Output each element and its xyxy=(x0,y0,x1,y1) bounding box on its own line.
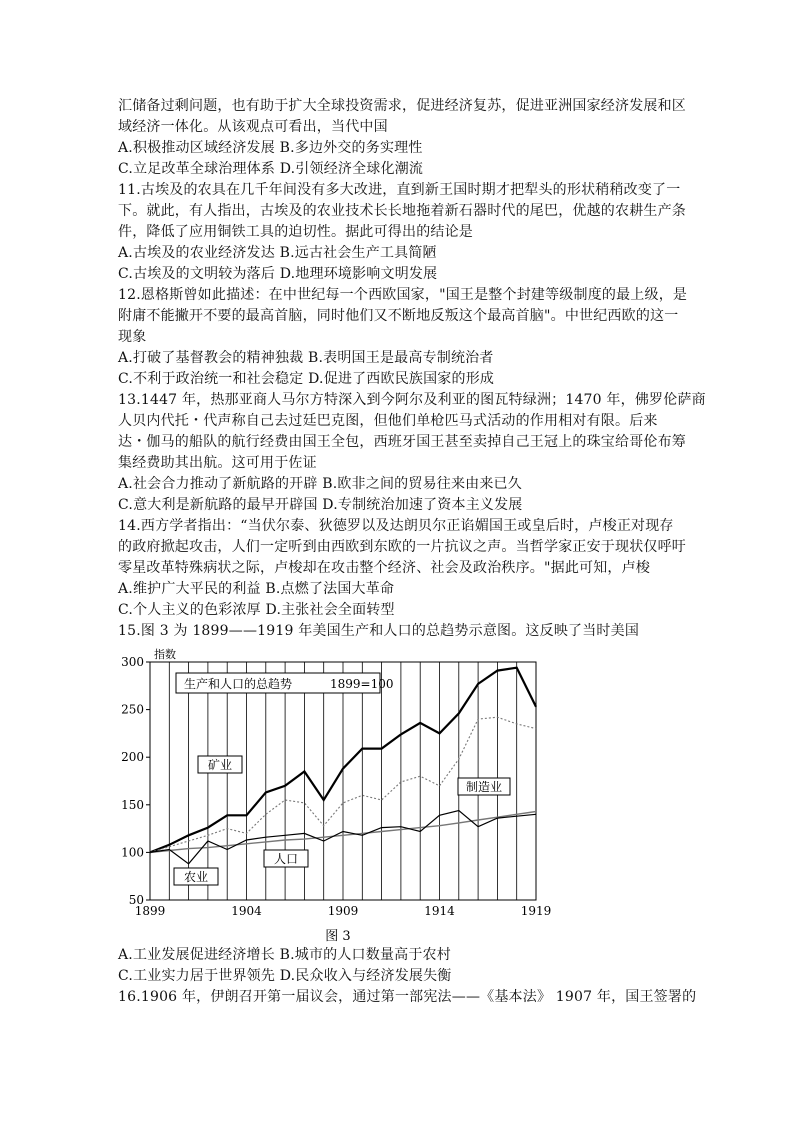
text-line: 汇储备过剩问题，也有助于扩大全球投资需求，促进经济复苏，促进亚洲国家经济发展和区 xyxy=(118,98,686,114)
series-label: 矿业 xyxy=(207,758,233,772)
chart-note: 1899=100 xyxy=(330,677,394,691)
text-line: 11.古埃及的农具在几千年间没有多大改进，直到新王国时期才把犁头的形状稍稍改变了一 xyxy=(118,182,681,198)
y-tick-label: 200 xyxy=(121,750,144,765)
text-line: A.打破了基督教会的精神独裁 B.表明国王是最高专制统治者 xyxy=(118,350,494,366)
text-line: 下。就此，有人指出，古埃及的农业技术长长地拖着新石器时代的尾巴，优越的农耕生产条 xyxy=(118,203,686,219)
text-line: 件，降低了应用铜铁工具的迫切性。据此可得出的结论是 xyxy=(118,224,473,240)
chart-svg xyxy=(118,644,558,944)
y-axis-label: 指数 xyxy=(154,648,176,661)
x-tick-label: 1909 xyxy=(327,904,359,918)
text-line: 现象 xyxy=(118,329,147,345)
series-label: 农业 xyxy=(183,870,209,884)
text-line: 附庸不能撇开不要的最高首脑，同时他们又不断地反叛这个最高首脑"。中世纪西欧的这一 xyxy=(118,308,679,324)
text-line: 人贝内代托・代声称自己去过廷巴克图，但他们单枪匹马式活动的作用相对有限。后来 xyxy=(118,413,658,429)
text-line: 15.图 3 为 1899——1919 年美国生产和人口的总趋势示意图。这反映了当时美国 xyxy=(118,623,640,639)
text-line: 域经济一体化。从该观点可看出，当代中国 xyxy=(118,119,388,135)
y-tick-label: 300 xyxy=(121,655,144,669)
text-line: C.立足改革全球治理体系 D.引领经济全球化潮流 xyxy=(118,161,424,177)
chart-figure-3 xyxy=(118,644,558,944)
series-label: 人口 xyxy=(273,852,299,866)
text-line: 16.1906 年，伊朗召开第一届议会，通过第一部宪法——《基本法》 1907 年，国王签署的 xyxy=(118,989,697,1005)
figure-caption: 图 3 xyxy=(325,929,351,944)
text-line: C.古埃及的文明较为落后 D.地理环境影响文明发展 xyxy=(118,266,438,282)
y-tick-label: 250 xyxy=(121,702,144,717)
question-text-bottom xyxy=(118,945,697,1008)
text-line: C.个人主义的色彩浓厚 D.主张社会全面转型 xyxy=(118,602,395,618)
text-line: C.意大利是新航路的最早开辟国 D.专制统治加速了资本主义发展 xyxy=(118,497,523,513)
text-line: A.工业发展促进经济增长 B.城市的人口数量高于农村 xyxy=(118,947,451,963)
text-line: A.古埃及的农业经济发达 B.远古社会生产工具简陋 xyxy=(118,245,437,261)
text-line: 14.西方学者指出：“当伏尔泰、狄德罗以及达朗贝尔正谄媚国王或皇后时，卢梭正对现存 xyxy=(118,518,674,534)
text-line: 12.恩格斯曾如此描述：在中世纪每一个西欧国家，"国王是整个封建等级制度的最上级，是 xyxy=(118,287,688,303)
text-line: 集经费助其出航。这可用于佐证 xyxy=(118,455,317,471)
y-tick-label: 50 xyxy=(128,893,144,907)
y-tick-label: 150 xyxy=(121,797,144,812)
x-tick-label: 1914 xyxy=(424,904,455,918)
text-line: 零星改革特殊病状之际，卢梭却在攻击整个经济、社会及政治秩序。"据此可知，卢梭 xyxy=(118,560,651,576)
question-text-top xyxy=(118,96,706,642)
text-line: 的政府掀起攻击，人们一定听到由西欧到东欧的一片抗议之声。当哲学家正安于现状仅呼吁 xyxy=(118,539,686,555)
text-line: 达・伽马的船队的航行经费由国王全包，西班牙国王甚至卖掉自己王冠上的珠宝给哥伦布筹 xyxy=(118,434,686,450)
text-line: A.维护广大平民的利益 B.点燃了法国大革命 xyxy=(118,581,395,597)
x-tick-label: 1904 xyxy=(231,904,262,918)
x-tick-label: 1899 xyxy=(134,904,166,918)
chart-title: 生产和人口的总趋势 xyxy=(184,677,293,691)
text-line: C.不利于政治统一和社会稳定 D.促进了西欧民族国家的形成 xyxy=(118,371,495,387)
x-tick-label: 1919 xyxy=(520,904,552,918)
text-line: A.社会合力推动了新航路的开辟 B.欧非之间的贸易往来由来已久 xyxy=(118,476,522,492)
text-line: A.积极推动区域经济发展 B.多边外交的务实理性 xyxy=(118,140,423,156)
series-label: 制造业 xyxy=(465,780,503,794)
y-tick-label: 100 xyxy=(121,845,144,860)
text-line: 13.1447 年，热那亚商人马尔方特深入到今阿尔及利亚的图瓦特绿洲；1470 年，佛罗伦萨商 xyxy=(118,392,706,408)
text-line: C.工业实力居于世界领先 D.民众收入与经济发展失衡 xyxy=(118,968,452,984)
